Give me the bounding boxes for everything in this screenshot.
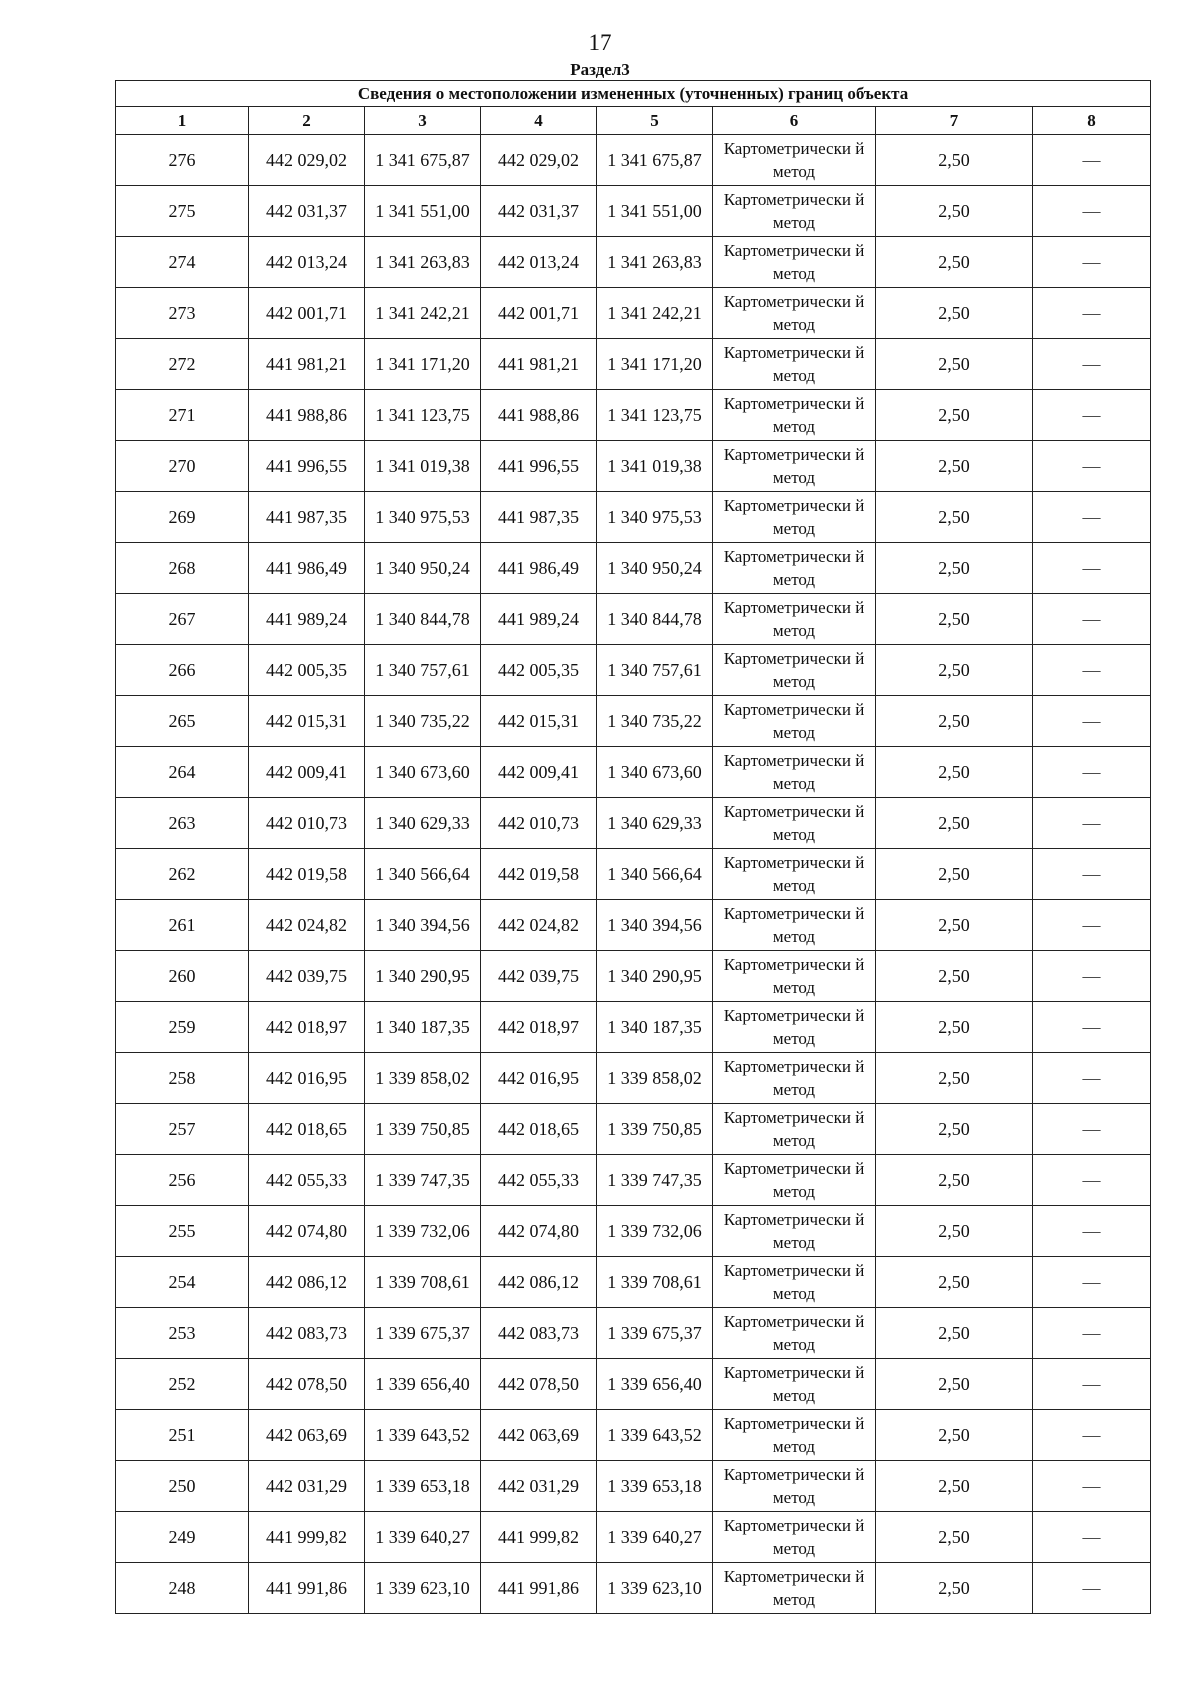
old-x-cell: 442 001,71 — [249, 288, 365, 339]
old-y-cell: 1 339 643,52 — [365, 1410, 481, 1461]
old-x-cell: 442 024,82 — [249, 900, 365, 951]
description-cell: — — [1033, 543, 1151, 594]
point-number-cell: 260 — [116, 951, 249, 1002]
accuracy-cell: 2,50 — [876, 288, 1033, 339]
method-cell: Картометрически й метод — [713, 186, 876, 237]
description-cell: — — [1033, 1206, 1151, 1257]
method-cell: Картометрически й метод — [713, 696, 876, 747]
method-cell: Картометрически й метод — [713, 1461, 876, 1512]
new-x-cell: 442 001,71 — [481, 288, 597, 339]
point-number-cell: 252 — [116, 1359, 249, 1410]
old-x-cell: 441 999,82 — [249, 1512, 365, 1563]
old-x-cell: 442 013,24 — [249, 237, 365, 288]
table-row — [116, 1308, 1151, 1359]
method-cell: Картометрически й метод — [713, 1155, 876, 1206]
accuracy-cell: 2,50 — [876, 339, 1033, 390]
new-y-cell: 1 341 551,00 — [597, 186, 713, 237]
table-row — [116, 288, 1151, 339]
new-y-cell: 1 339 623,10 — [597, 1563, 713, 1614]
accuracy-cell: 2,50 — [876, 1206, 1033, 1257]
old-x-cell: 442 010,73 — [249, 798, 365, 849]
accuracy-cell: 2,50 — [876, 1002, 1033, 1053]
description-cell: — — [1033, 390, 1151, 441]
new-y-cell: 1 339 732,06 — [597, 1206, 713, 1257]
old-x-cell: 442 009,41 — [249, 747, 365, 798]
new-x-cell: 441 988,86 — [481, 390, 597, 441]
column-number-4: 4 — [481, 107, 597, 135]
point-number-cell: 254 — [116, 1257, 249, 1308]
new-y-cell: 1 339 643,52 — [597, 1410, 713, 1461]
table-row — [116, 543, 1151, 594]
old-x-cell: 442 018,97 — [249, 1002, 365, 1053]
accuracy-cell: 2,50 — [876, 1461, 1033, 1512]
table-row — [116, 1410, 1151, 1461]
point-number-cell: 267 — [116, 594, 249, 645]
new-y-cell: 1 340 629,33 — [597, 798, 713, 849]
method-cell: Картометрически й метод — [713, 441, 876, 492]
table-row — [116, 237, 1151, 288]
point-number-cell: 272 — [116, 339, 249, 390]
method-cell: Картометрически й метод — [713, 900, 876, 951]
accuracy-cell: 2,50 — [876, 594, 1033, 645]
table-row — [116, 1155, 1151, 1206]
new-x-cell: 442 031,29 — [481, 1461, 597, 1512]
old-y-cell: 1 340 844,78 — [365, 594, 481, 645]
old-y-cell: 1 340 394,56 — [365, 900, 481, 951]
table-row — [116, 696, 1151, 747]
new-y-cell: 1 340 566,64 — [597, 849, 713, 900]
accuracy-cell: 2,50 — [876, 900, 1033, 951]
new-y-cell: 1 339 708,61 — [597, 1257, 713, 1308]
table-row — [116, 1206, 1151, 1257]
old-x-cell: 441 996,55 — [249, 441, 365, 492]
new-x-cell: 442 019,58 — [481, 849, 597, 900]
point-number-cell: 256 — [116, 1155, 249, 1206]
description-cell: — — [1033, 1155, 1151, 1206]
new-x-cell: 442 055,33 — [481, 1155, 597, 1206]
new-x-cell: 441 981,21 — [481, 339, 597, 390]
description-cell: — — [1033, 900, 1151, 951]
accuracy-cell: 2,50 — [876, 696, 1033, 747]
column-number-7: 7 — [876, 107, 1033, 135]
point-number-cell: 249 — [116, 1512, 249, 1563]
new-y-cell: 1 341 242,21 — [597, 288, 713, 339]
point-number-cell: 274 — [116, 237, 249, 288]
table-row — [116, 849, 1151, 900]
description-cell: — — [1033, 1512, 1151, 1563]
description-cell: — — [1033, 1461, 1151, 1512]
table-row — [116, 135, 1151, 186]
old-y-cell: 1 339 653,18 — [365, 1461, 481, 1512]
old-y-cell: 1 340 629,33 — [365, 798, 481, 849]
column-number-8: 8 — [1033, 107, 1151, 135]
new-x-cell: 441 991,86 — [481, 1563, 597, 1614]
new-y-cell: 1 341 171,20 — [597, 339, 713, 390]
old-x-cell: 442 086,12 — [249, 1257, 365, 1308]
old-y-cell: 1 339 708,61 — [365, 1257, 481, 1308]
table-row — [116, 390, 1151, 441]
old-x-cell: 442 019,58 — [249, 849, 365, 900]
accuracy-cell: 2,50 — [876, 441, 1033, 492]
new-y-cell: 1 339 640,27 — [597, 1512, 713, 1563]
new-y-cell: 1 339 858,02 — [597, 1053, 713, 1104]
old-x-cell: 442 055,33 — [249, 1155, 365, 1206]
accuracy-cell: 2,50 — [876, 849, 1033, 900]
old-x-cell: 442 015,31 — [249, 696, 365, 747]
accuracy-cell: 2,50 — [876, 1512, 1033, 1563]
new-x-cell: 442 074,80 — [481, 1206, 597, 1257]
new-x-cell: 441 996,55 — [481, 441, 597, 492]
method-cell: Картометрически й метод — [713, 339, 876, 390]
new-y-cell: 1 339 656,40 — [597, 1359, 713, 1410]
method-cell: Картометрически й метод — [713, 747, 876, 798]
new-x-cell: 441 999,82 — [481, 1512, 597, 1563]
new-y-cell: 1 339 750,85 — [597, 1104, 713, 1155]
table-row — [116, 951, 1151, 1002]
old-x-cell: 442 031,29 — [249, 1461, 365, 1512]
accuracy-cell: 2,50 — [876, 951, 1033, 1002]
table-row — [116, 1053, 1151, 1104]
description-cell: — — [1033, 441, 1151, 492]
point-number-cell: 250 — [116, 1461, 249, 1512]
coordinates-table — [115, 80, 1151, 1614]
point-number-cell: 268 — [116, 543, 249, 594]
old-y-cell: 1 341 675,87 — [365, 135, 481, 186]
method-cell: Картометрически й метод — [713, 1053, 876, 1104]
new-x-cell: 442 013,24 — [481, 237, 597, 288]
old-y-cell: 1 340 735,22 — [365, 696, 481, 747]
method-cell: Картометрически й метод — [713, 1410, 876, 1461]
old-x-cell: 441 981,21 — [249, 339, 365, 390]
accuracy-cell: 2,50 — [876, 1359, 1033, 1410]
point-number-cell: 271 — [116, 390, 249, 441]
accuracy-cell: 2,50 — [876, 135, 1033, 186]
method-cell: Картометрически й метод — [713, 237, 876, 288]
description-cell: — — [1033, 1410, 1151, 1461]
old-y-cell: 1 340 566,64 — [365, 849, 481, 900]
old-y-cell: 1 339 675,37 — [365, 1308, 481, 1359]
new-y-cell: 1 339 675,37 — [597, 1308, 713, 1359]
new-x-cell: 441 987,35 — [481, 492, 597, 543]
new-y-cell: 1 340 290,95 — [597, 951, 713, 1002]
new-y-cell: 1 340 394,56 — [597, 900, 713, 951]
method-cell: Картометрически й метод — [713, 645, 876, 696]
new-x-cell: 442 005,35 — [481, 645, 597, 696]
method-cell: Картометрически й метод — [713, 1359, 876, 1410]
table-row — [116, 339, 1151, 390]
new-x-cell: 442 016,95 — [481, 1053, 597, 1104]
accuracy-cell: 2,50 — [876, 1257, 1033, 1308]
description-cell: — — [1033, 849, 1151, 900]
table-caption: Сведения о местоположении измененных (уточненных) границ объекта — [116, 81, 1151, 107]
old-y-cell: 1 339 656,40 — [365, 1359, 481, 1410]
new-y-cell: 1 340 950,24 — [597, 543, 713, 594]
table-row — [116, 1257, 1151, 1308]
description-cell: — — [1033, 1359, 1151, 1410]
description-cell: — — [1033, 951, 1151, 1002]
column-number-row — [116, 107, 1151, 135]
description-cell: — — [1033, 237, 1151, 288]
table-row — [116, 900, 1151, 951]
old-y-cell: 1 339 623,10 — [365, 1563, 481, 1614]
old-y-cell: 1 340 757,61 — [365, 645, 481, 696]
old-x-cell: 441 987,35 — [249, 492, 365, 543]
new-x-cell: 441 986,49 — [481, 543, 597, 594]
description-cell: — — [1033, 1104, 1151, 1155]
new-x-cell: 442 078,50 — [481, 1359, 597, 1410]
new-x-cell: 442 018,65 — [481, 1104, 597, 1155]
description-cell: — — [1033, 645, 1151, 696]
table-body — [116, 135, 1151, 1614]
column-number-5: 5 — [597, 107, 713, 135]
accuracy-cell: 2,50 — [876, 645, 1033, 696]
table-row — [116, 1359, 1151, 1410]
old-y-cell: 1 340 673,60 — [365, 747, 481, 798]
old-y-cell: 1 341 019,38 — [365, 441, 481, 492]
description-cell: — — [1033, 492, 1151, 543]
method-cell: Картометрически й метод — [713, 1512, 876, 1563]
point-number-cell: 263 — [116, 798, 249, 849]
accuracy-cell: 2,50 — [876, 1410, 1033, 1461]
point-number-cell: 259 — [116, 1002, 249, 1053]
old-x-cell: 441 989,24 — [249, 594, 365, 645]
method-cell: Картометрически й метод — [713, 1257, 876, 1308]
old-x-cell: 441 986,49 — [249, 543, 365, 594]
old-y-cell: 1 341 263,83 — [365, 237, 481, 288]
accuracy-cell: 2,50 — [876, 1155, 1033, 1206]
new-x-cell: 442 018,97 — [481, 1002, 597, 1053]
new-y-cell: 1 340 187,35 — [597, 1002, 713, 1053]
table-row — [116, 645, 1151, 696]
description-cell: — — [1033, 135, 1151, 186]
point-number-cell: 270 — [116, 441, 249, 492]
accuracy-cell: 2,50 — [876, 1308, 1033, 1359]
old-y-cell: 1 340 290,95 — [365, 951, 481, 1002]
point-number-cell: 248 — [116, 1563, 249, 1614]
old-y-cell: 1 341 171,20 — [365, 339, 481, 390]
method-cell: Картометрически й метод — [713, 390, 876, 441]
old-y-cell: 1 341 242,21 — [365, 288, 481, 339]
new-x-cell: 442 029,02 — [481, 135, 597, 186]
new-x-cell: 442 015,31 — [481, 696, 597, 747]
accuracy-cell: 2,50 — [876, 747, 1033, 798]
point-number-cell: 253 — [116, 1308, 249, 1359]
new-y-cell: 1 341 123,75 — [597, 390, 713, 441]
table-row — [116, 1002, 1151, 1053]
new-x-cell: 442 031,37 — [481, 186, 597, 237]
old-x-cell: 442 078,50 — [249, 1359, 365, 1410]
accuracy-cell: 2,50 — [876, 1104, 1033, 1155]
description-cell: — — [1033, 1053, 1151, 1104]
old-x-cell: 442 005,35 — [249, 645, 365, 696]
description-cell: — — [1033, 1257, 1151, 1308]
description-cell: — — [1033, 339, 1151, 390]
new-x-cell: 442 024,82 — [481, 900, 597, 951]
method-cell: Картометрически й метод — [713, 951, 876, 1002]
table-row — [116, 492, 1151, 543]
accuracy-cell: 2,50 — [876, 237, 1033, 288]
accuracy-cell: 2,50 — [876, 492, 1033, 543]
point-number-cell: 251 — [116, 1410, 249, 1461]
old-x-cell: 441 991,86 — [249, 1563, 365, 1614]
table-row — [116, 747, 1151, 798]
point-number-cell: 262 — [116, 849, 249, 900]
old-x-cell: 442 031,37 — [249, 186, 365, 237]
method-cell: Картометрически й метод — [713, 288, 876, 339]
old-x-cell: 442 018,65 — [249, 1104, 365, 1155]
method-cell: Картометрически й метод — [713, 798, 876, 849]
old-y-cell: 1 339 858,02 — [365, 1053, 481, 1104]
point-number-cell: 275 — [116, 186, 249, 237]
table-row — [116, 1512, 1151, 1563]
old-y-cell: 1 341 123,75 — [365, 390, 481, 441]
new-y-cell: 1 340 757,61 — [597, 645, 713, 696]
new-y-cell: 1 339 747,35 — [597, 1155, 713, 1206]
new-y-cell: 1 341 019,38 — [597, 441, 713, 492]
page-number: 17 — [588, 30, 612, 55]
description-cell: — — [1033, 594, 1151, 645]
point-number-cell: 257 — [116, 1104, 249, 1155]
table-row — [116, 186, 1151, 237]
description-cell: — — [1033, 798, 1151, 849]
accuracy-cell: 2,50 — [876, 390, 1033, 441]
point-number-cell: 255 — [116, 1206, 249, 1257]
new-x-cell: 442 009,41 — [481, 747, 597, 798]
column-number-3: 3 — [365, 107, 481, 135]
method-cell: Картометрически й метод — [713, 492, 876, 543]
description-cell: — — [1033, 1002, 1151, 1053]
method-cell: Картометрически й метод — [713, 1002, 876, 1053]
description-cell: — — [1033, 696, 1151, 747]
old-y-cell: 1 339 750,85 — [365, 1104, 481, 1155]
accuracy-cell: 2,50 — [876, 798, 1033, 849]
old-y-cell: 1 340 187,35 — [365, 1002, 481, 1053]
method-cell: Картометрически й метод — [713, 1308, 876, 1359]
column-number-1: 1 — [116, 107, 249, 135]
new-y-cell: 1 340 673,60 — [597, 747, 713, 798]
table-row — [116, 1461, 1151, 1512]
description-cell: — — [1033, 747, 1151, 798]
new-y-cell: 1 341 675,87 — [597, 135, 713, 186]
old-x-cell: 442 039,75 — [249, 951, 365, 1002]
old-y-cell: 1 339 747,35 — [365, 1155, 481, 1206]
point-number-cell: 276 — [116, 135, 249, 186]
description-cell: — — [1033, 1308, 1151, 1359]
new-x-cell: 442 086,12 — [481, 1257, 597, 1308]
new-x-cell: 442 039,75 — [481, 951, 597, 1002]
description-cell: — — [1033, 186, 1151, 237]
accuracy-cell: 2,50 — [876, 1563, 1033, 1614]
point-number-cell: 269 — [116, 492, 249, 543]
old-x-cell: 442 074,80 — [249, 1206, 365, 1257]
method-cell: Картометрически й метод — [713, 849, 876, 900]
new-x-cell: 442 010,73 — [481, 798, 597, 849]
table-row — [116, 441, 1151, 492]
point-number-cell: 265 — [116, 696, 249, 747]
point-number-cell: 264 — [116, 747, 249, 798]
table-row — [116, 798, 1151, 849]
accuracy-cell: 2,50 — [876, 186, 1033, 237]
point-number-cell: 258 — [116, 1053, 249, 1104]
section-title: Раздел3 — [570, 60, 630, 79]
method-cell: Картометрически й метод — [713, 1563, 876, 1614]
table-row — [116, 1104, 1151, 1155]
new-y-cell: 1 339 653,18 — [597, 1461, 713, 1512]
new-x-cell: 441 989,24 — [481, 594, 597, 645]
old-y-cell: 1 339 732,06 — [365, 1206, 481, 1257]
old-y-cell: 1 339 640,27 — [365, 1512, 481, 1563]
new-y-cell: 1 340 735,22 — [597, 696, 713, 747]
column-number-6: 6 — [713, 107, 876, 135]
old-y-cell: 1 341 551,00 — [365, 186, 481, 237]
point-number-cell: 261 — [116, 900, 249, 951]
method-cell: Картометрически й метод — [713, 1206, 876, 1257]
old-x-cell: 442 016,95 — [249, 1053, 365, 1104]
old-x-cell: 442 029,02 — [249, 135, 365, 186]
table-row — [116, 594, 1151, 645]
new-x-cell: 442 063,69 — [481, 1410, 597, 1461]
accuracy-cell: 2,50 — [876, 1053, 1033, 1104]
method-cell: Картометрически й метод — [713, 543, 876, 594]
column-number-2: 2 — [249, 107, 365, 135]
description-cell: — — [1033, 1563, 1151, 1614]
table-row — [116, 1563, 1151, 1614]
method-cell: Картометрически й метод — [713, 1104, 876, 1155]
new-y-cell: 1 340 844,78 — [597, 594, 713, 645]
old-x-cell: 442 063,69 — [249, 1410, 365, 1461]
point-number-cell: 273 — [116, 288, 249, 339]
new-x-cell: 442 083,73 — [481, 1308, 597, 1359]
old-x-cell: 442 083,73 — [249, 1308, 365, 1359]
point-number-cell: 266 — [116, 645, 249, 696]
old-x-cell: 441 988,86 — [249, 390, 365, 441]
method-cell: Картометрически й метод — [713, 135, 876, 186]
old-y-cell: 1 340 975,53 — [365, 492, 481, 543]
description-cell: — — [1033, 288, 1151, 339]
new-y-cell: 1 341 263,83 — [597, 237, 713, 288]
method-cell: Картометрически й метод — [713, 594, 876, 645]
accuracy-cell: 2,50 — [876, 543, 1033, 594]
old-y-cell: 1 340 950,24 — [365, 543, 481, 594]
new-y-cell: 1 340 975,53 — [597, 492, 713, 543]
